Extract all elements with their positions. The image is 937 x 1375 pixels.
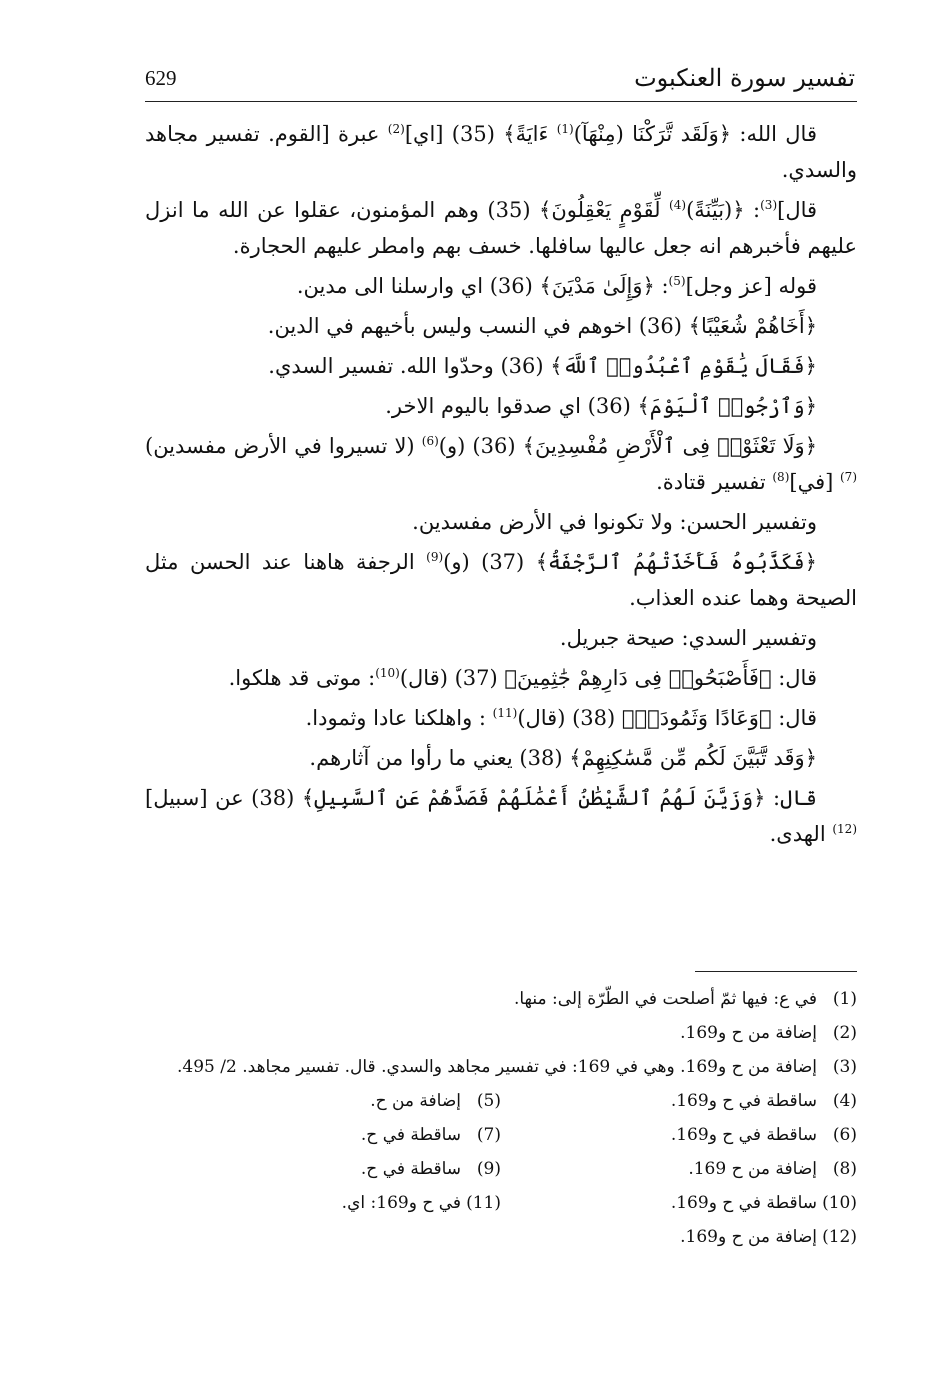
paragraph — [145, 544, 857, 616]
footnote-ref: (7) — [839, 470, 857, 484]
footnote-number: (7) — [476, 1125, 501, 1145]
footnote — [501, 1220, 857, 1254]
text: لِّقَوْمٍ يَعْقِلُونَ﴾ (35) وهم المؤمنون، عقلوا عن الله ما انزل عليهم فأخبرهم انه جعل عاليها سافلها. خسف بهم وامطر عليهم الحجارة. — [145, 198, 857, 258]
paragraph: وتفسير السدي: صيحة جبريل. — [559, 626, 817, 650]
footnote-ref: (2) — [387, 122, 405, 136]
footnote-number: (4) — [832, 1091, 857, 1111]
footnote-ref: (6) — [421, 434, 439, 448]
footnote-text: في ح و169: اي. — [341, 1193, 461, 1213]
text: قال الله: ﴿وَلَقَد تَّرَكْنَا (مِنْهَآ) — [573, 122, 817, 146]
footnote — [501, 1152, 857, 1186]
footnote-ref: (4) — [669, 198, 687, 212]
text: : واهلكنا عادا وثمودا. — [305, 706, 493, 730]
paragraph: ﴿وَقَد تَّبَيَّنَ لَكُم مِّن مَّسَٰكِنِهِمْ﴾ (38) يعني ما رأوا من آثارهم. — [309, 746, 817, 770]
text: قوله [عز وجل] — [685, 274, 817, 298]
footnote-text: إضافة من ح 169. — [688, 1159, 817, 1179]
text: : ﴿(بَيِّنَةً) — [686, 198, 761, 222]
footnote-number: (2) — [832, 1023, 857, 1043]
text: قال: ﴿وَعَادًا وَثَمُودَا۟﴾ (38) (قال) — [517, 706, 817, 730]
footnote-ref: (8) — [772, 470, 790, 484]
footnote-text: ساقطة في ح. — [360, 1159, 461, 1179]
paragraph — [145, 268, 857, 304]
footnote-number: (12) — [822, 1227, 857, 1247]
footnotes — [145, 982, 857, 1254]
paragraph: ﴿فَقَالَ يَٰقَوْمِ ٱعْبُدُوا۟ ٱللَّهَ﴾ (36) وحدّوا الله. تفسير السدي. — [268, 354, 817, 378]
text: الرجفة هاهنا عند الحسن مثل الصيحة وهما عنده العذاب. — [145, 550, 857, 610]
paragraph — [145, 428, 857, 500]
paragraph — [145, 192, 857, 264]
header-rule — [145, 101, 857, 102]
footnote-ref: (9) — [426, 550, 444, 564]
running-title: تفسير سورة العنكبوت — [634, 64, 855, 92]
footnote-text: ساقطة في ح و169. — [670, 1091, 817, 1111]
footnote-text: إضافة من ح و169. — [680, 1023, 817, 1043]
text: قال: ﴿فَأَصْبَحُوا۟ فِى دَارِهِمْ جَٰثِمِينَ﴾ (37) (قال) — [399, 666, 817, 690]
text: [في] — [789, 470, 840, 494]
footnote — [145, 1186, 501, 1220]
text: (لا تسيروا في الأرض مفسدين) — [145, 434, 422, 458]
footnote — [145, 982, 857, 1016]
footnote-grid — [145, 1084, 857, 1254]
page-header — [145, 60, 855, 96]
footnote-number: (10) — [822, 1193, 857, 1213]
text: قال] — [777, 198, 818, 222]
footnote-text: في ع: فيها ثمّ أصلحت في الطّرّة إلى: منها. — [513, 989, 817, 1009]
footnote-text: إضافة من ح و169. وهي في 169: في تفسير مجاهد والسدي. قال. تفسير مجاهد. 2/ 495. — [177, 1057, 817, 1077]
footnote — [145, 1050, 857, 1084]
footnote — [501, 1118, 857, 1152]
footnote-text: إضافة من ح و169. — [680, 1227, 817, 1247]
text: ءَايَةً﴾ (35) [اي] — [404, 122, 557, 146]
footnote-text: ساقطة في ح و169. — [670, 1125, 817, 1145]
paragraph — [145, 780, 857, 852]
footnote-ref: (10) — [375, 666, 400, 680]
footnote — [501, 1084, 857, 1118]
footnote-number: (11) — [466, 1193, 501, 1213]
text: عبرة [القوم. تفسير مجاهد والسدي. — [145, 122, 857, 182]
paragraph: وتفسير الحسن: ولا تكونوا في الأرض مفسدين. — [412, 510, 817, 534]
footnote-text: ساقطة في ح. — [360, 1125, 461, 1145]
footnote-text: ساقطة في ح و169. — [670, 1193, 817, 1213]
text: ﴿فَكَذَّبُوهُ فَأَخَذَتْهُمُ ٱلرَّجْفَةُ﴾ (37) (و) — [443, 550, 817, 574]
footnote-rule — [695, 971, 857, 972]
text: : ﴿وَإِلَىٰ مَدْيَنَ﴾ (36) اي وارسلنا الى مدين. — [296, 274, 669, 298]
footnote-text: إضافة من ح. — [370, 1091, 461, 1111]
main-text — [145, 116, 857, 852]
page-number: 629 — [145, 66, 177, 90]
footnote-number: (3) — [832, 1057, 857, 1077]
paragraph — [145, 700, 857, 736]
footnote-ref: (5) — [668, 274, 686, 288]
footnote-number: (1) — [832, 989, 857, 1009]
text: الهدى. — [769, 822, 833, 846]
footnote-number: (5) — [476, 1091, 501, 1111]
footnote — [145, 1084, 501, 1118]
footnote-number: (8) — [832, 1159, 857, 1179]
footnote — [145, 1152, 501, 1186]
paragraph — [145, 660, 857, 696]
paragraph — [145, 116, 857, 188]
footnote — [501, 1186, 857, 1220]
text: قال: ﴿وَزَيَّنَ لَهُمُ ٱلشَّيْطَٰنُ أَعْمَٰلَهُمْ فَصَدَّهُمْ عَنِ ٱلسَّبِيلِ﴾ (38) عن [سبيل] — [145, 786, 817, 810]
text: : موتى قد هلكوا. — [228, 666, 376, 690]
footnote-ref: (3) — [760, 198, 778, 212]
text: ﴿وَلَا تَعْثَوْا۟ فِى ٱلْأَرْضِ مُفْسِدِينَ﴾ (36) (و) — [438, 434, 817, 458]
paragraph: ﴿أَخَاهُمْ شُعَيْبًا﴾ (36) اخوهم في النسب وليس بأخيهم في الدين. — [267, 314, 817, 338]
footnote-number: (9) — [476, 1159, 501, 1179]
footnote-ref: (1) — [556, 122, 574, 136]
footnote-ref: (11) — [492, 706, 518, 720]
footnote — [145, 1118, 501, 1152]
footnote-ref: (12) — [832, 822, 857, 836]
footnote — [145, 1016, 857, 1050]
text: تفسير قتادة. — [656, 470, 773, 494]
footnote-number: (6) — [832, 1125, 857, 1145]
paragraph: ﴿وَٱرْجُوا۟ ٱلْيَوْمَ﴾ (36) اي صدقوا باليوم الاخر. — [385, 394, 817, 418]
